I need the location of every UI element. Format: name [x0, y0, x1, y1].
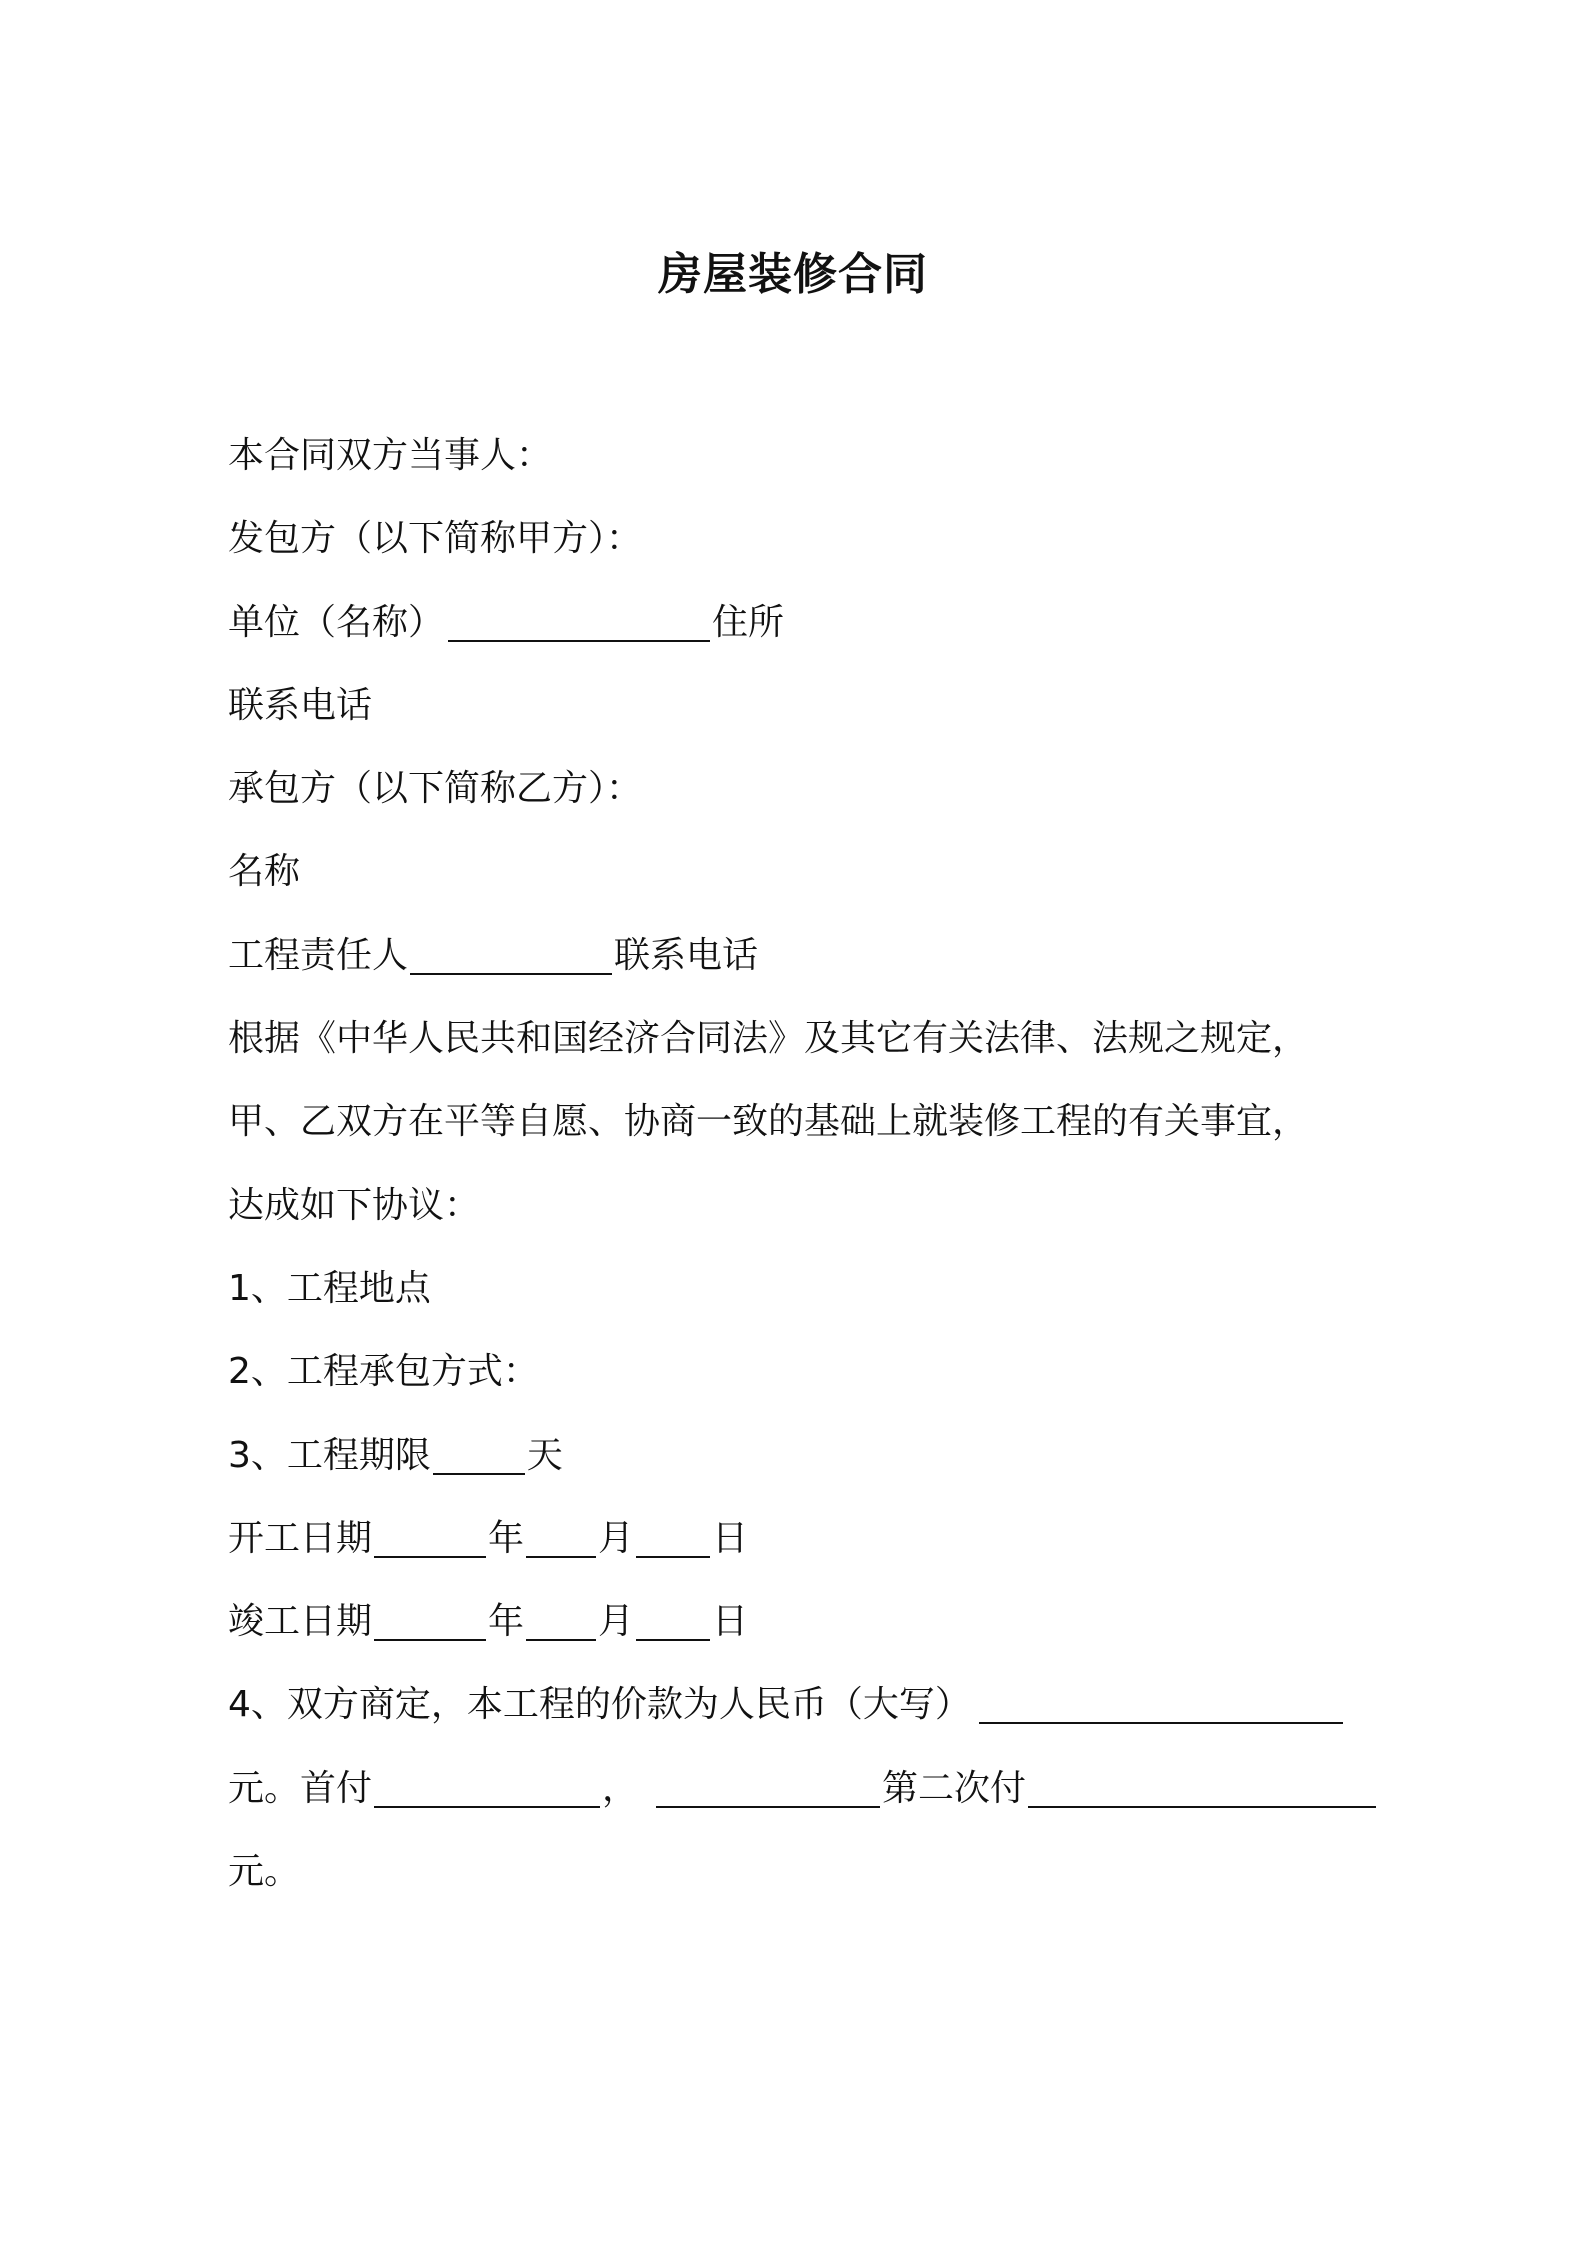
start-month-blank[interactable]: [526, 1508, 596, 1558]
yuan-end-line: 元。: [228, 1851, 301, 1893]
payment-blank-2[interactable]: [656, 1758, 880, 1808]
party-a-phone-line: [228, 675, 1388, 758]
preamble-line-1: 根据《中华人民共和国经济合同法》及其它有关法律、法规之规定，: [228, 1018, 1309, 1060]
party-a-phone-label: 联系电话: [228, 684, 373, 726]
contract-title: 房屋装修合同: [658, 249, 928, 300]
engineer-blank[interactable]: [410, 925, 612, 975]
payment-line: 元。首付 ， 第二次付: [228, 1758, 1388, 1841]
party-b-name-label: 名称: [228, 851, 301, 893]
start-day-blank[interactable]: [636, 1508, 710, 1558]
first-payment-blank[interactable]: [374, 1758, 600, 1808]
start-year-blank[interactable]: [374, 1508, 486, 1558]
engineer-label: 工程责任人: [228, 934, 409, 976]
contract-body: [228, 425, 1388, 1924]
party-a-heading: 发包方（以下简称甲方）：: [228, 518, 643, 560]
party-a-unit-blank[interactable]: [448, 592, 710, 642]
start-date-line: 开工日期 年 月 日: [228, 1508, 1388, 1591]
end-month-blank[interactable]: [526, 1591, 596, 1641]
price-uppercase-blank[interactable]: [979, 1674, 1343, 1724]
duration-days-blank[interactable]: [433, 1425, 525, 1475]
party-a-unit-label: 单位（名称）: [228, 601, 445, 643]
item-4-price: 4、双方商定，本工程的价款为人民币（大写）: [228, 1674, 1388, 1757]
item-3-duration: 3、工程期限 天: [228, 1425, 1388, 1508]
end-year-blank[interactable]: [374, 1591, 486, 1641]
party-b-heading: 承包方（以下简称乙方）：: [228, 768, 643, 810]
party-b-name-line: [228, 841, 1388, 924]
item-2-contract-mode: 2、工程承包方式：: [228, 1351, 539, 1393]
preamble-line-3: 达成如下协议：: [228, 1184, 481, 1226]
end-date-line: 竣工日期 年 月 日: [228, 1591, 1388, 1674]
party-a-address-label: 住所: [712, 601, 785, 643]
end-day-blank[interactable]: [636, 1591, 710, 1641]
party-a-unit-line: [228, 592, 1388, 675]
second-payment-blank[interactable]: [1028, 1758, 1376, 1808]
item-1-location: 1、工程地点: [228, 1267, 431, 1309]
engineer-line: [228, 925, 1388, 1008]
engineer-phone-label: 联系电话: [614, 934, 759, 976]
preamble-line-2: 甲、乙双方在平等自愿、协商一致的基础上就装修工程的有关事宜，: [228, 1101, 1309, 1143]
parties-heading: 本合同双方当事人：: [228, 435, 553, 476]
